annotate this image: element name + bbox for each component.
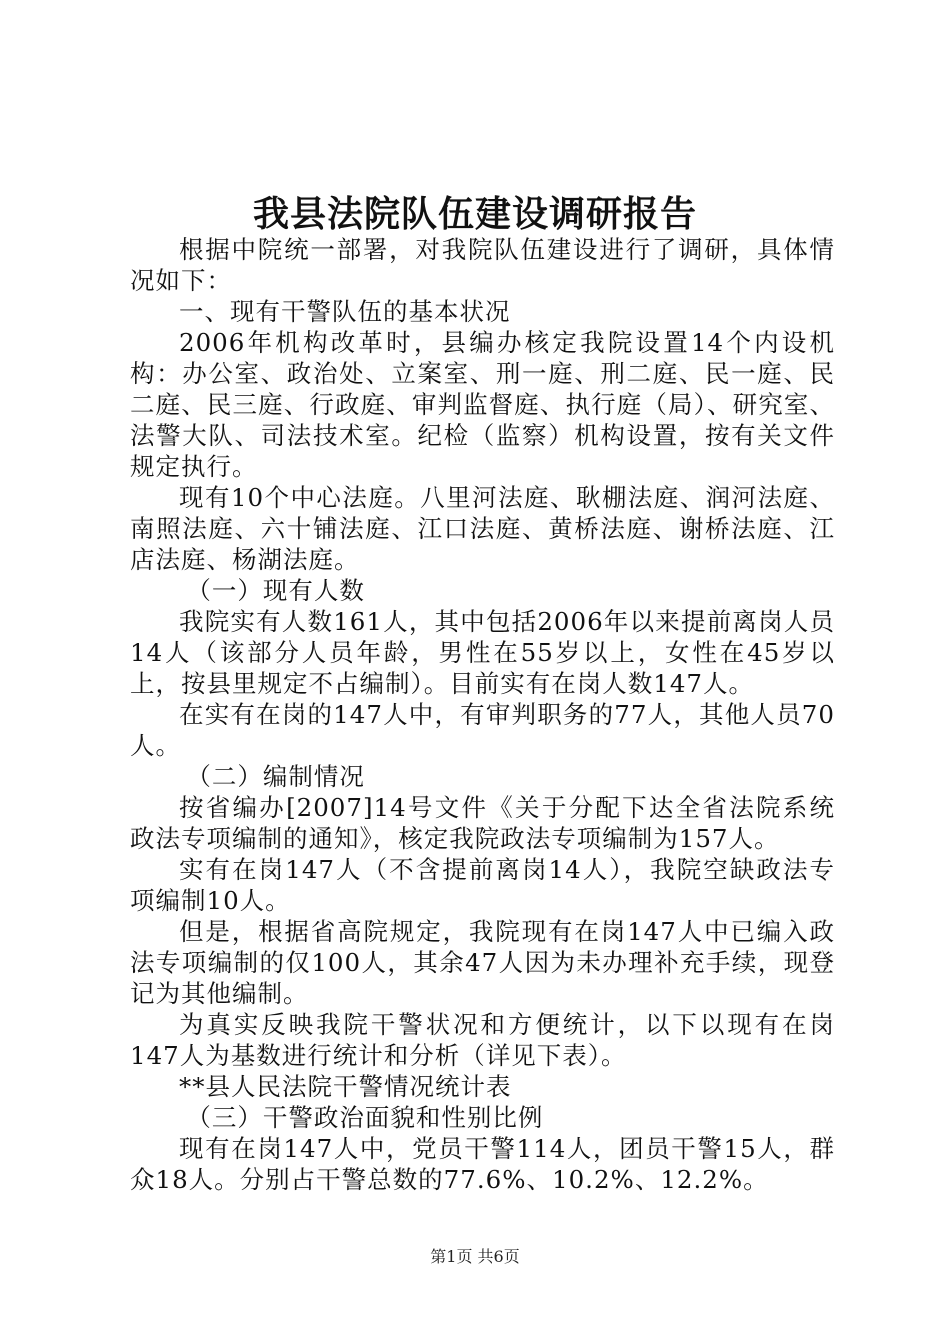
document-body [130,234,835,1195]
paragraph: 根据中院统一部署，对我院队伍建设进行了调研，具体情况如下： [130,235,835,295]
paragraph: 我院实有人数161人，其中包括2006年以来提前离岗人员14人（该部分人员年龄，男性在55岁以上，女性在45岁以上，按县里规定不占编制）。目前实有在岗人数147人。 [130,607,835,698]
document-title: 我县法院队伍建设调研报告 [252,193,697,235]
paragraph: 为真实反映我院干警状况和方便统计，以下以现有在岗147人为基数进行统计和分析（详见下表）。 [130,1010,835,1070]
paragraph: 现有10个中心法庭。八里河法庭、耿棚法庭、润河法庭、南照法庭、六十铺法庭、江口法庭、黄桥法庭、谢桥法庭、江店法庭、杨湖法庭。 [130,483,835,574]
page-footer: 第1页 共6页 [430,1247,520,1266]
paragraph: 在实有在岗的147人中，有审判职务的77人，其他人员70人。 [130,700,835,760]
paragraph: 但是，根据省高院规定，我院现有在岗147人中已编入政法专项编制的仅100人，其余47人因为未办理补充手续，现登记为其他编制。 [130,917,835,1008]
subsection-heading: （三）干警政治面貌和性别比例 [186,1103,544,1132]
subsection-heading: （二）编制情况 [186,762,365,791]
paragraph: 2006年机构改革时，县编办核定我院设置14个内设机构：办公室、政治处、立案室、刑一庭、刑二庭、民一庭、民二庭、民三庭、行政庭、审判监督庭、执行庭（局）、研究室、法警大队、司法技术室。纪检（监察）机构设置，按有关文件规定执行。 [130,328,835,481]
paragraph: 实有在岗147人（不含提前离岗14人），我院空缺政法专项编制10人。 [130,855,835,915]
table-caption: **县人民法院干警情况统计表 [179,1072,512,1101]
subsection-heading: （一）现有人数 [186,576,365,605]
paragraph: 现有在岗147人中，党员干警114人，团员干警15人，群众18人。分别占干警总数的77.6%、10.2%、12.2%。 [130,1134,835,1194]
paragraph: 按省编办[2007]14号文件《关于分配下达全省法院系统政法专项编制的通知》，核定我院政法专项编制为157人。 [130,793,835,853]
section-heading: 一、现有干警队伍的基本状况 [179,297,511,326]
